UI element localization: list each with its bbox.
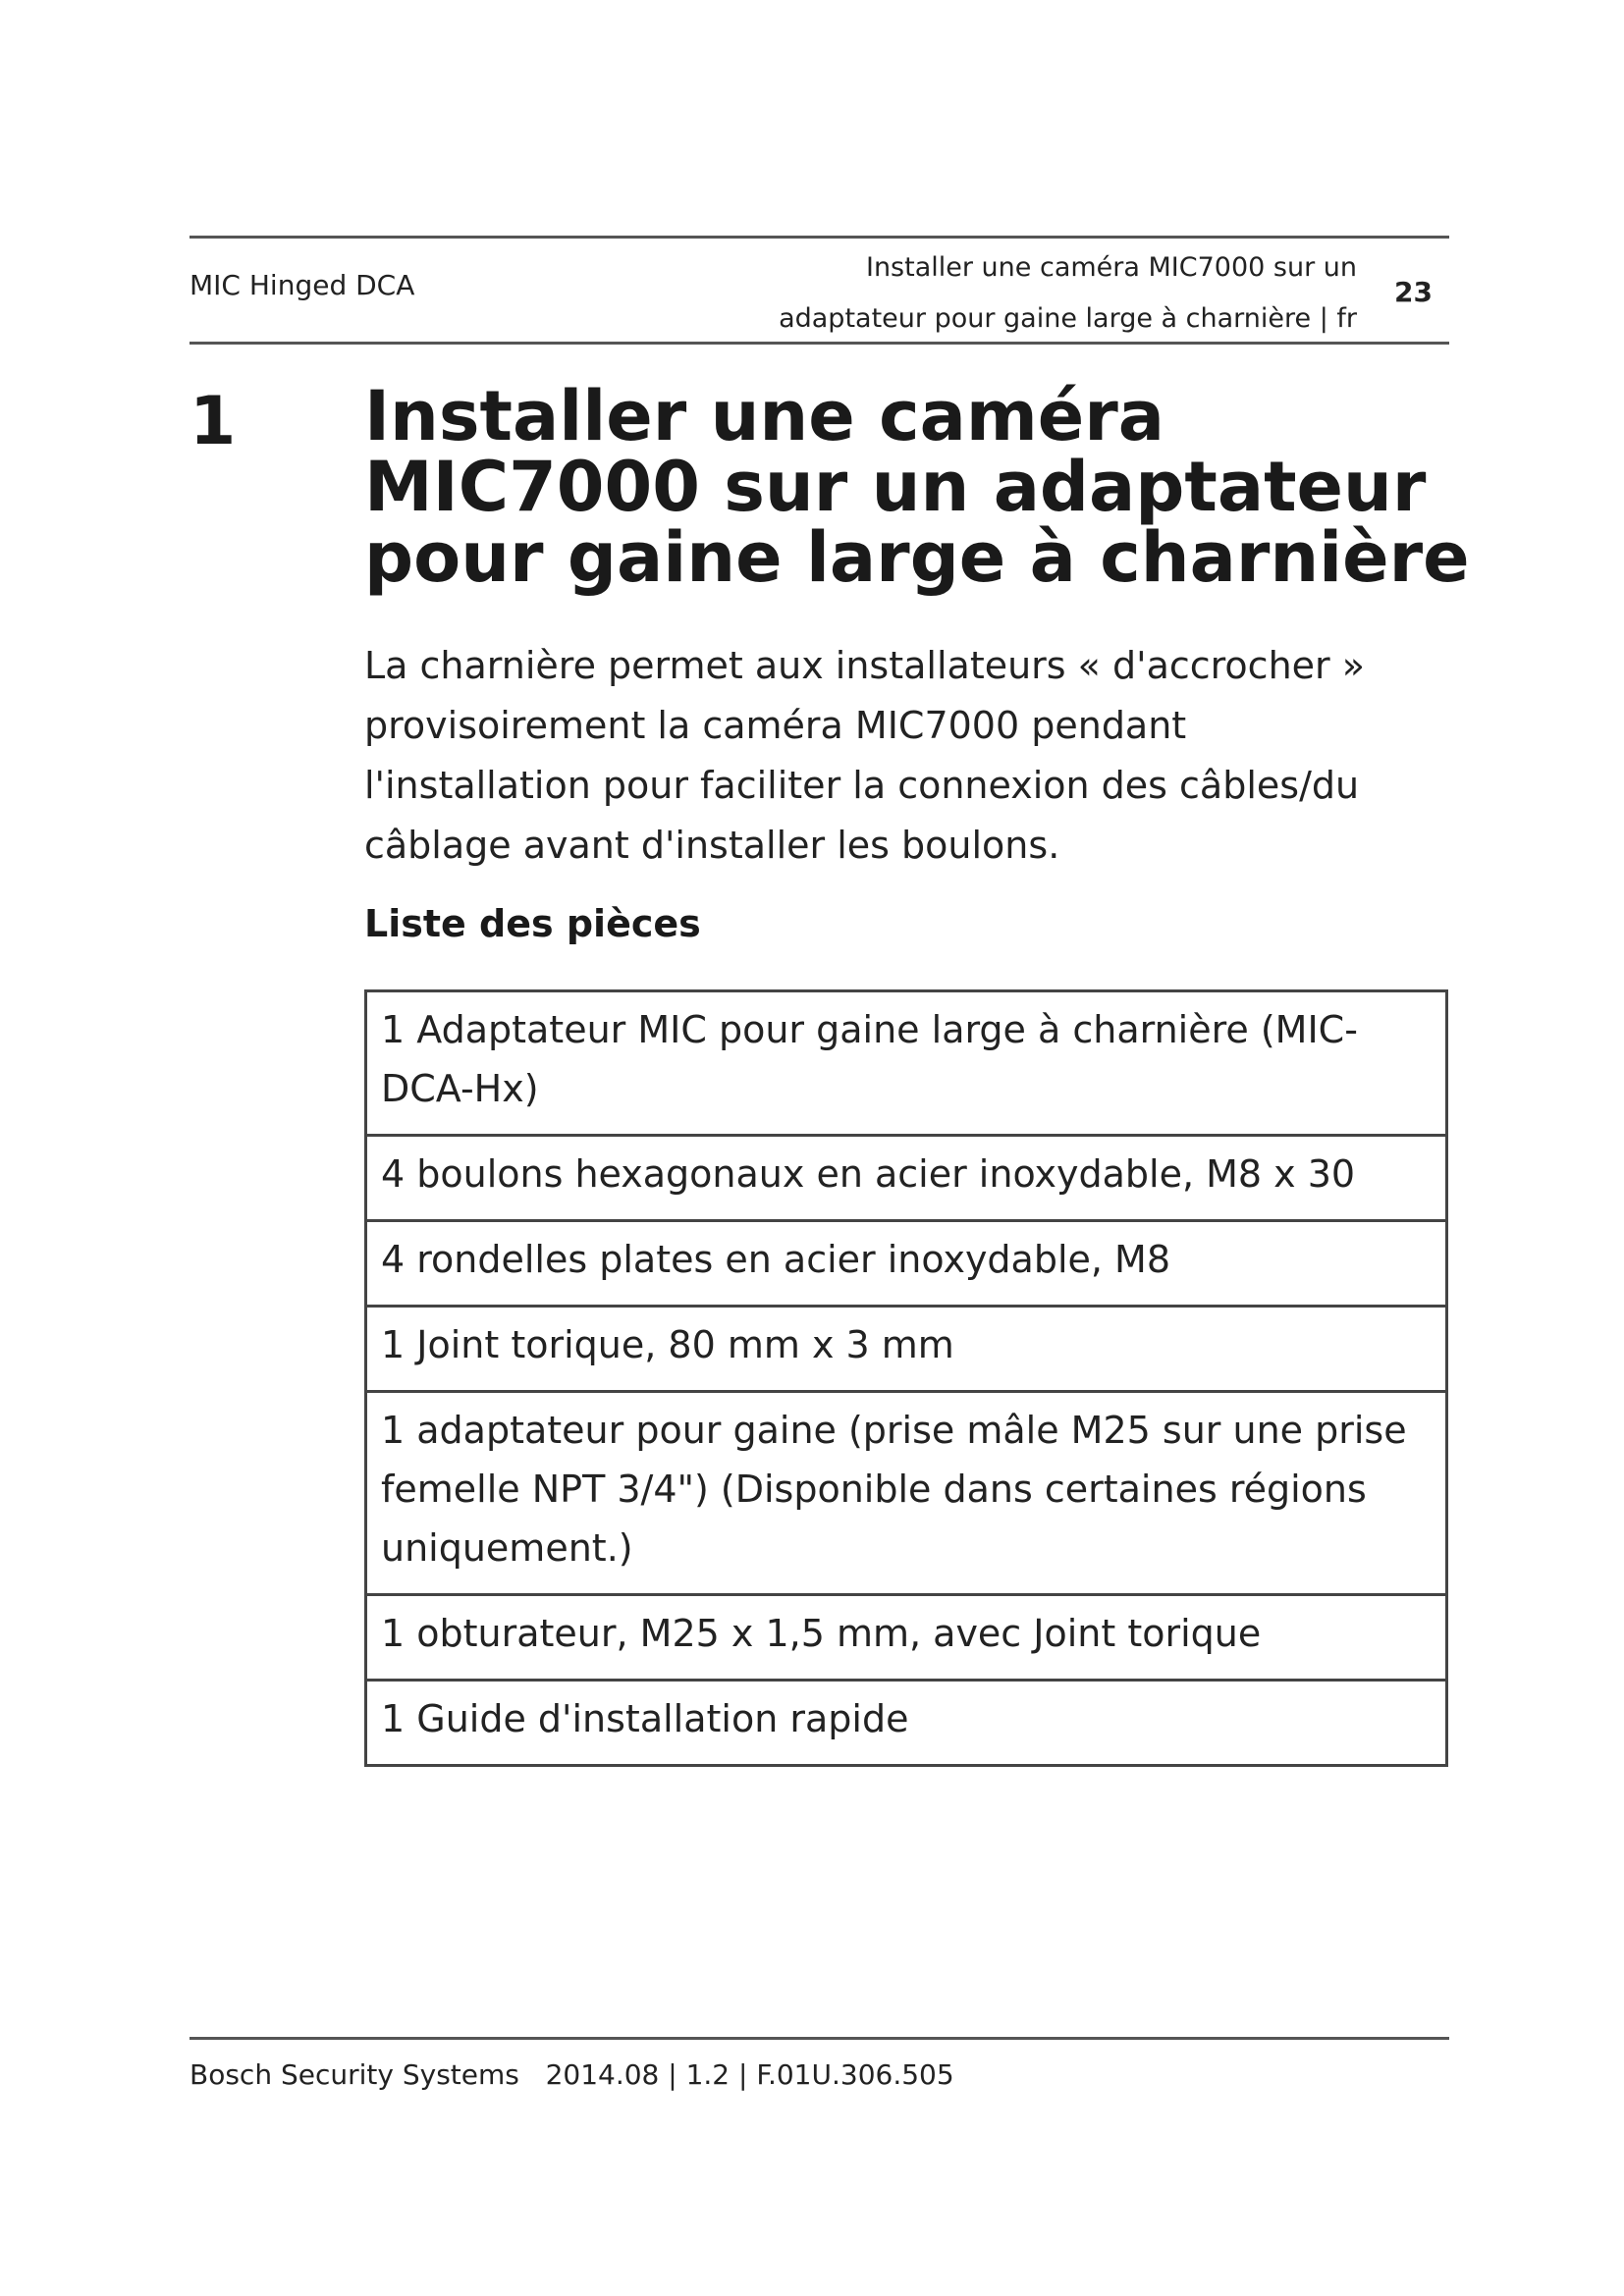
parts-item-line: 1 adaptateur pour gaine (prise mâle M25 sur une prise	[381, 1409, 1407, 1452]
header-section-title-line-2: adaptateur pour gaine large à charnière | fr	[779, 303, 1357, 334]
footer-company: Bosch Security Systems	[189, 2058, 519, 2091]
parts-item-line: femelle NPT 3/4") (Disponible dans certaines régions	[381, 1468, 1367, 1511]
parts-item-quick-guide	[366, 1681, 1447, 1766]
chapter-title-line: MIC7000 sur un adaptateur	[364, 447, 1427, 527]
intro-line: l'installation pour faciliter la connexion des câbles/du	[364, 764, 1360, 807]
intro-line: La charnière permet aux installateurs « d'accrocher »	[364, 644, 1365, 687]
intro-paragraph	[364, 636, 1454, 876]
table-row	[366, 1595, 1447, 1681]
parts-item-line: 4 boulons hexagonaux en acier inoxydable, M8 x 30	[381, 1152, 1356, 1196]
table-row	[366, 1307, 1447, 1392]
parts-item-line: 4 rondelles plates en acier inoxydable, M8	[381, 1238, 1171, 1281]
parts-list-heading: Liste des pièces	[364, 902, 701, 945]
chapter-title-line: Installer une caméra	[364, 376, 1165, 456]
parts-item-line: 1 Adaptateur MIC pour gaine large à charnière (MIC-	[381, 1008, 1358, 1051]
footer	[189, 2058, 954, 2092]
parts-item-plug	[366, 1595, 1447, 1681]
header-top-rule	[189, 236, 1449, 239]
table-row	[366, 1221, 1447, 1307]
table-row	[366, 1392, 1447, 1595]
header-bottom-rule	[189, 342, 1449, 345]
parts-item-washers	[366, 1221, 1447, 1307]
footer-rule	[189, 2037, 1449, 2040]
intro-line: câblage avant d'installer les boulons.	[364, 824, 1060, 867]
parts-item-bolts	[366, 1136, 1447, 1221]
chapter-number: 1	[189, 383, 237, 460]
chapter-title-line: pour gaine large à charnière	[364, 517, 1470, 598]
intro-line: provisoirement la caméra MIC7000 pendant	[364, 704, 1187, 747]
parts-item-conduit-adapter	[366, 1392, 1447, 1595]
parts-item-line: 1 Guide d'installation rapide	[381, 1697, 909, 1740]
parts-item-line: 1 obturateur, M25 x 1,5 mm, avec Joint torique	[381, 1612, 1262, 1655]
table-row	[366, 991, 1447, 1136]
chapter-title	[364, 376, 1470, 598]
page-number: 23	[1394, 276, 1433, 308]
header-product-name: MIC Hinged DCA	[189, 269, 415, 301]
parts-item-line: DCA-Hx)	[381, 1067, 539, 1110]
parts-item-adapter	[366, 991, 1447, 1136]
table-row	[366, 1136, 1447, 1221]
parts-table	[364, 989, 1448, 1767]
header-section-title-line-1: Installer une caméra MIC7000 sur un	[865, 252, 1357, 283]
footer-doc-info: 2014.08 | 1.2 | F.01U.306.505	[545, 2058, 954, 2091]
parts-item-o-ring	[366, 1307, 1447, 1392]
table-row	[366, 1681, 1447, 1766]
parts-item-line: uniquement.)	[381, 1526, 633, 1570]
parts-item-line: 1 Joint torique, 80 mm x 3 mm	[381, 1323, 954, 1366]
header-section-title	[779, 242, 1357, 345]
